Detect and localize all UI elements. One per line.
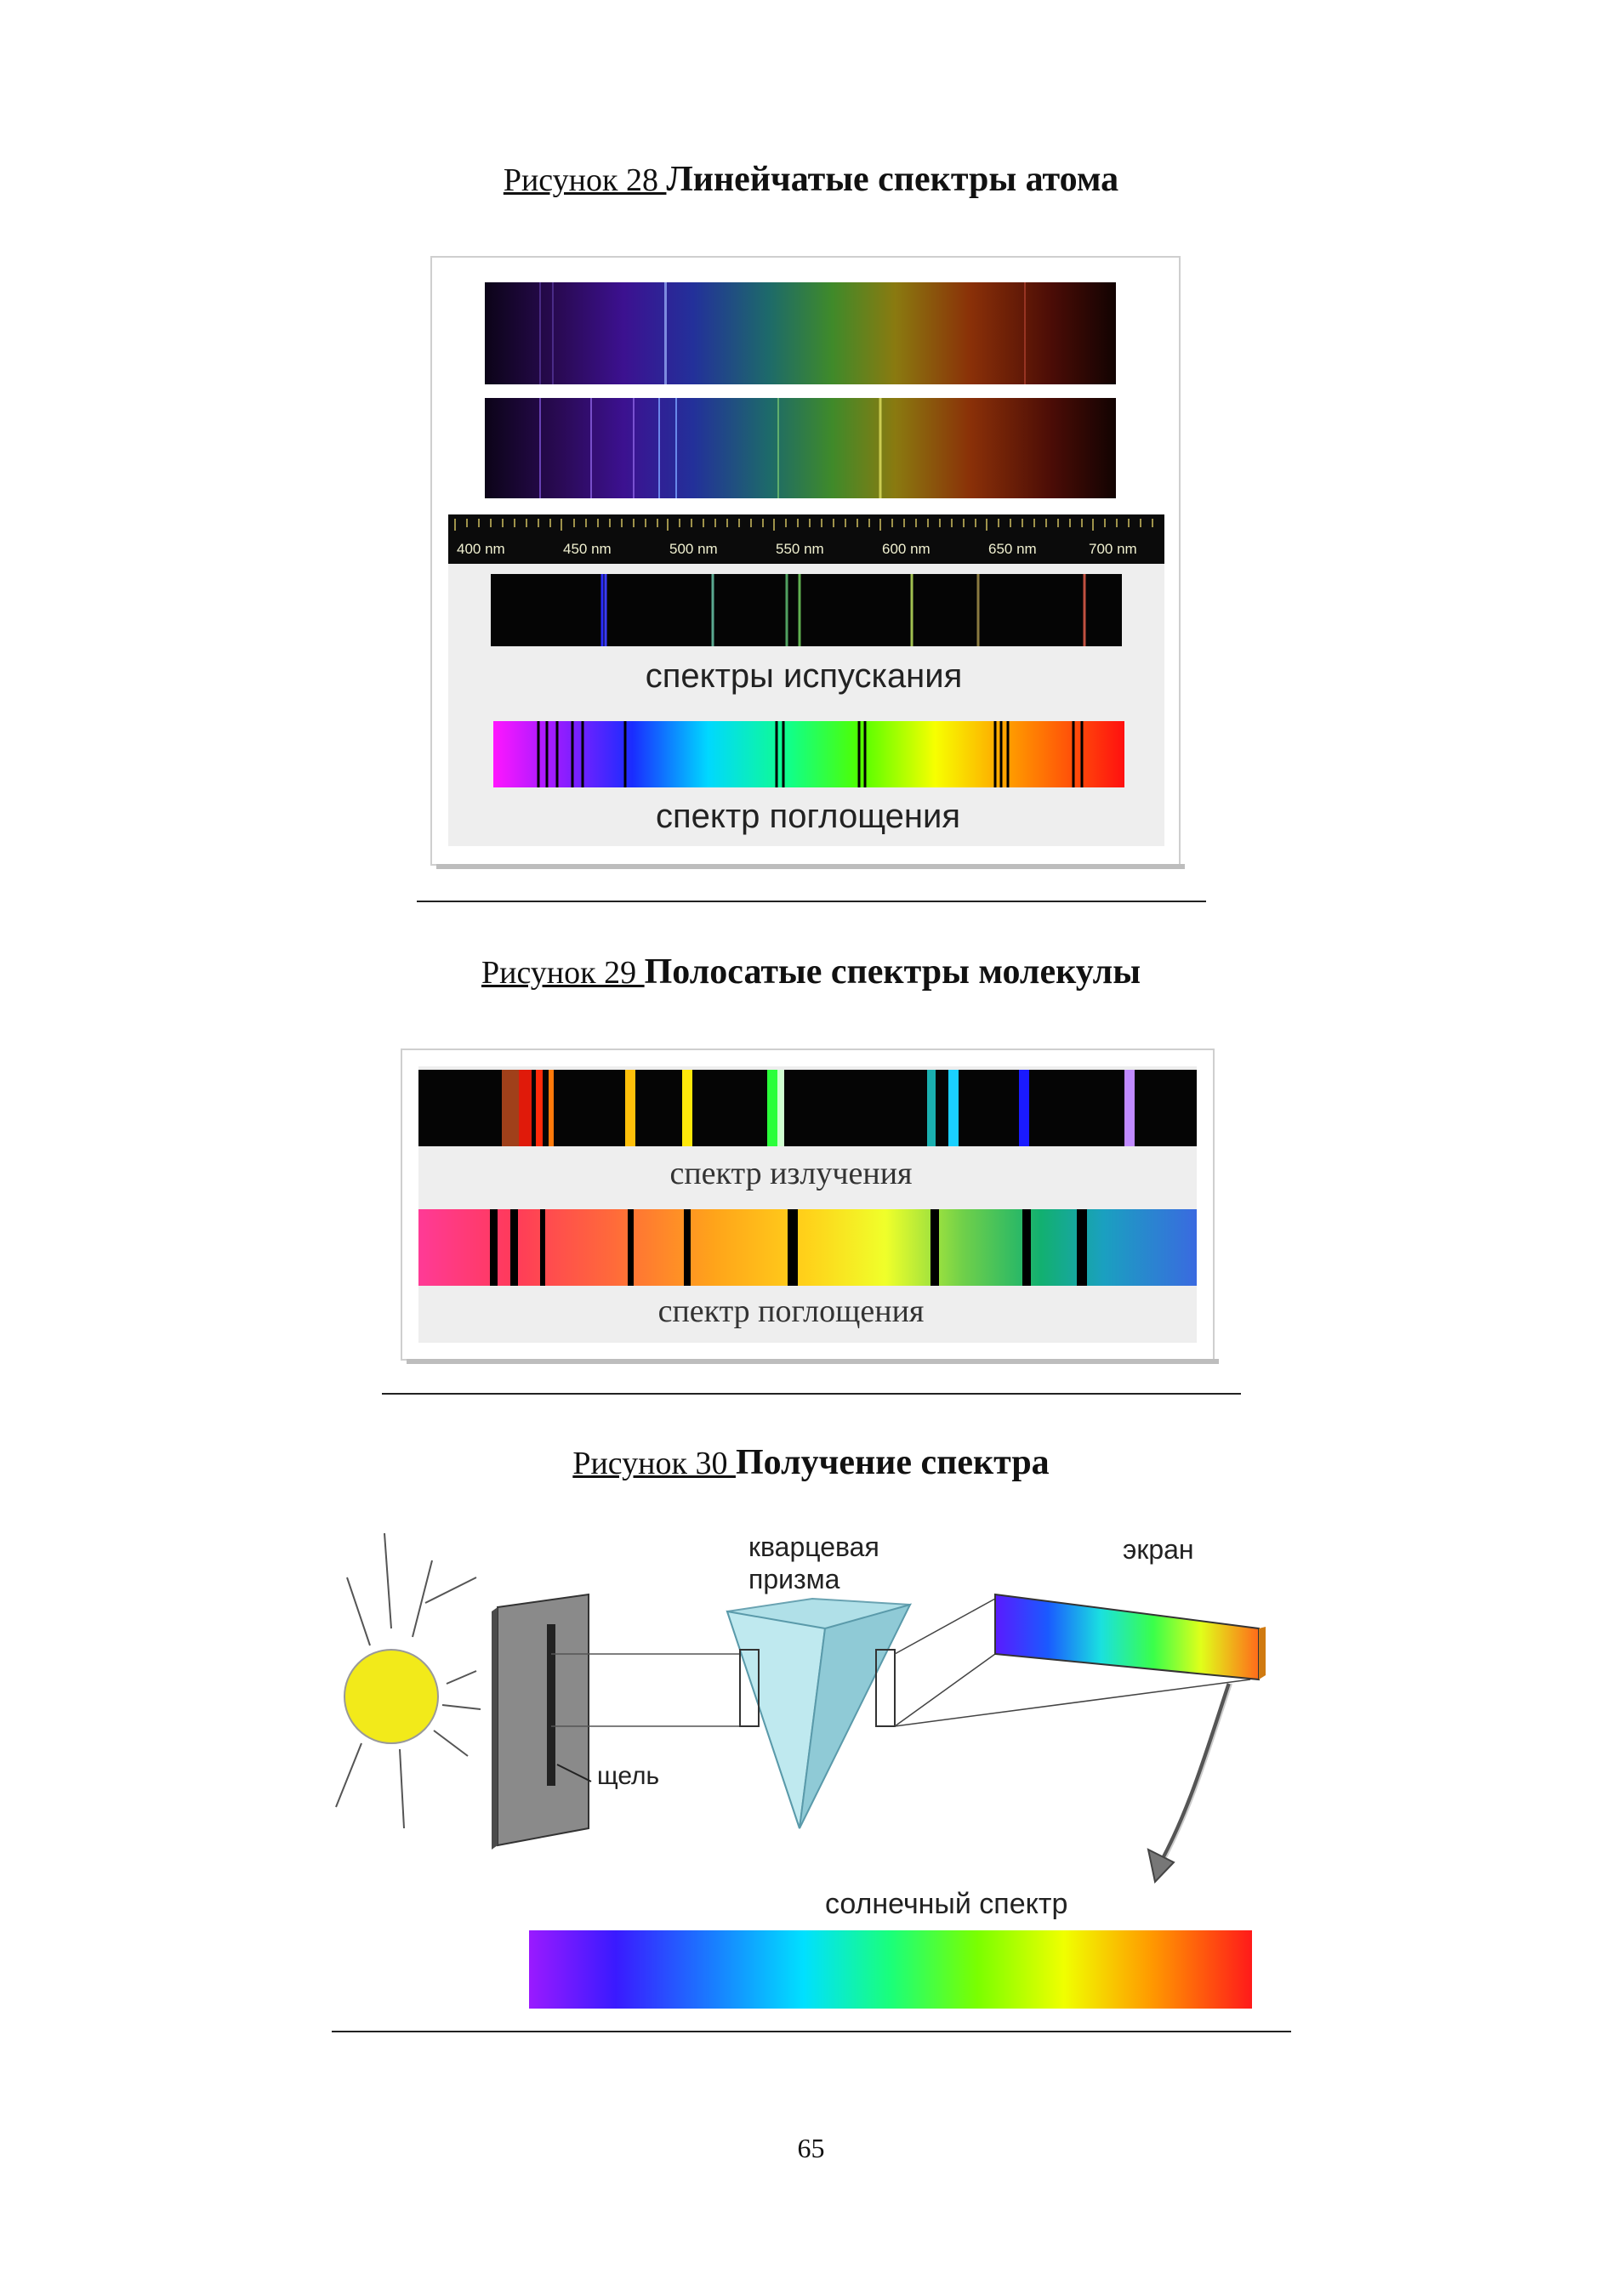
scale-tick-550: 550 nm bbox=[776, 541, 824, 557]
emission-spectra-caption: спектры испускания bbox=[645, 657, 963, 695]
screen-label: экран bbox=[1123, 1534, 1194, 1565]
continuous-spectrum-1 bbox=[485, 282, 1116, 384]
figure-29-panel-shadow bbox=[407, 1359, 1219, 1364]
page-number: 65 bbox=[797, 2133, 825, 2163]
figure-30-rule bbox=[332, 2031, 1291, 2032]
sun bbox=[336, 1533, 481, 1828]
band-emission-spectrum bbox=[418, 1070, 1197, 1146]
figure-28-label: Рисунок 28 bbox=[503, 162, 667, 198]
absorption-spectrum-caption-28: спектр поглощения bbox=[656, 798, 960, 835]
figure-29-image bbox=[400, 1048, 1221, 1367]
quartz-prism bbox=[727, 1599, 910, 1828]
curved-arrow bbox=[1148, 1684, 1232, 1882]
screen bbox=[995, 1594, 1266, 1679]
continuous-spectrum-2 bbox=[485, 398, 1116, 498]
scale-tick-700: 700 nm bbox=[1089, 541, 1137, 557]
figure-30-label: Рисунок 30 bbox=[572, 1446, 736, 1481]
slit bbox=[547, 1624, 555, 1786]
figure-28-image bbox=[430, 255, 1187, 872]
emission-line-spectrum bbox=[491, 574, 1122, 646]
slit-label: щель bbox=[597, 1762, 660, 1790]
band-emission-caption: спектр излучения bbox=[669, 1156, 913, 1191]
prism-label-line2: призма bbox=[748, 1564, 840, 1594]
slit-plate bbox=[492, 1594, 591, 1850]
figure-28-caption bbox=[0, 158, 1622, 202]
figure-30-image bbox=[332, 1526, 1293, 2020]
figure-30-caption bbox=[0, 1441, 1622, 1485]
solar-spectrum bbox=[529, 1930, 1252, 2009]
figure-30-title: Получение спектра bbox=[735, 1443, 1050, 1482]
figure-28-title: Линейчатые спектры атома bbox=[666, 160, 1119, 199]
solar-spectrum-label: солнечный спектр bbox=[825, 1888, 1068, 1920]
absorption-line-spectrum bbox=[493, 721, 1124, 787]
scale-tick-400: 400 nm bbox=[457, 541, 505, 557]
figure-29-caption bbox=[0, 951, 1622, 994]
figure-29-title: Полосатые спектры молекулы bbox=[644, 952, 1141, 992]
figure-29-rule bbox=[382, 1393, 1241, 1395]
figure-28-rule bbox=[417, 901, 1206, 902]
figure-28-panel-shadow bbox=[436, 864, 1185, 869]
scale-tick-450: 450 nm bbox=[563, 541, 612, 557]
scale-tick-600: 600 nm bbox=[882, 541, 931, 557]
prism-label-line1: кварцевая bbox=[748, 1532, 879, 1562]
sun-disc bbox=[344, 1650, 438, 1743]
scale-tick-500: 500 nm bbox=[669, 541, 718, 557]
band-absorption-caption: спектр поглощения bbox=[657, 1293, 925, 1329]
scale-tick-650: 650 nm bbox=[988, 541, 1037, 557]
figure-29-label: Рисунок 29 bbox=[481, 955, 645, 991]
